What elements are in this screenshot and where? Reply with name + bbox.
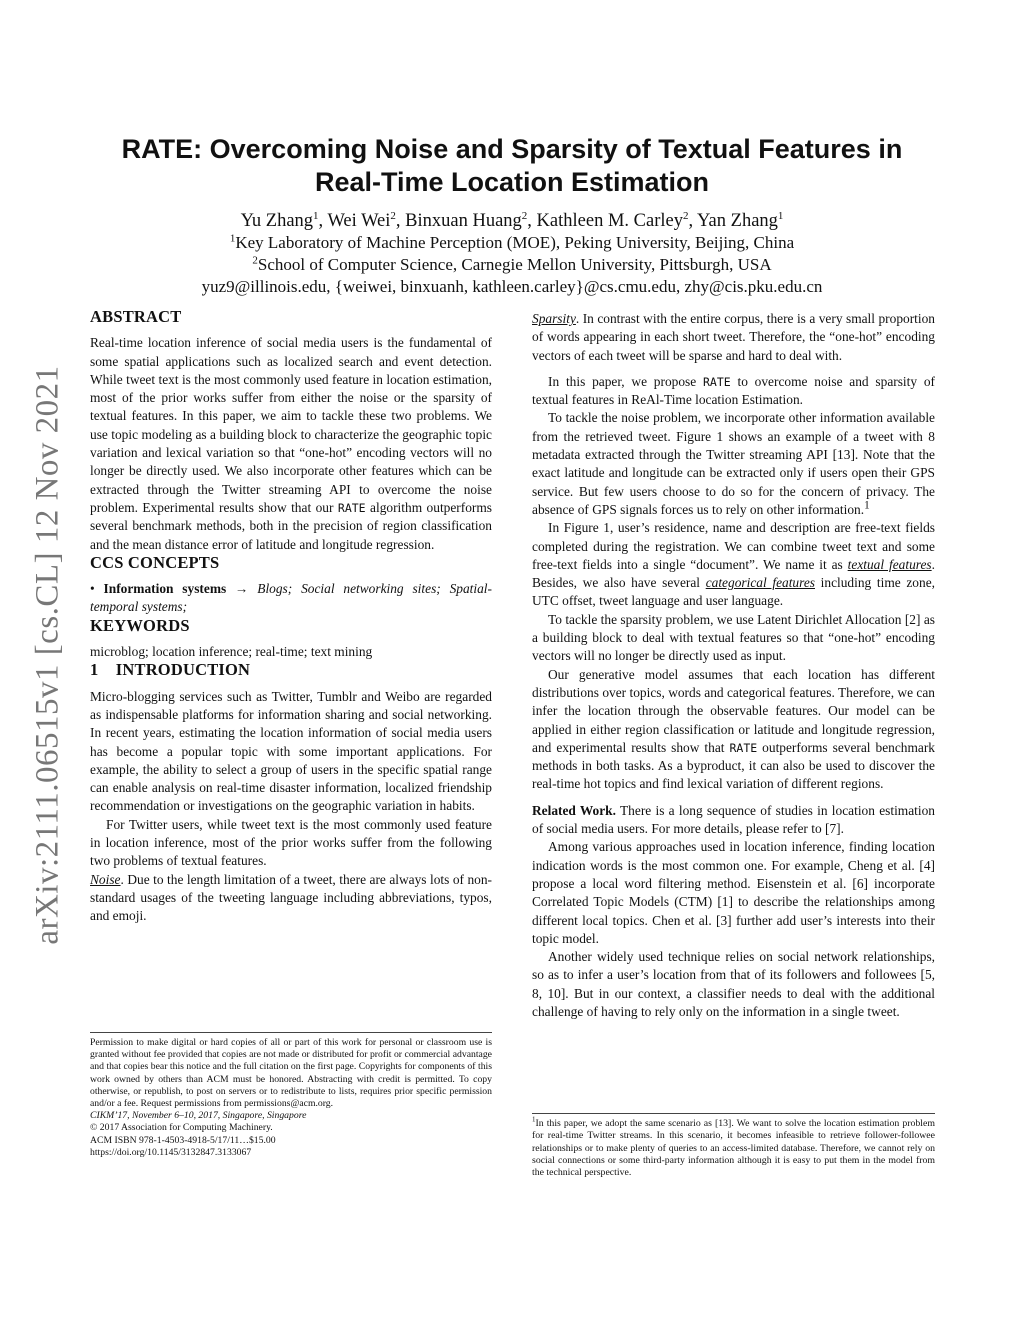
- text-part: including time zone, UTC offset, tweet language and user language.: [532, 575, 935, 609]
- related-work-text: There is a long sequence of studies in location estimation of social media users. For more details, please refer to [7].: [532, 802, 935, 837]
- author-name: Wei Wei: [327, 211, 391, 231]
- rate-name: RATE: [702, 374, 731, 389]
- introduction-heading: 1 INTRODUCTION: [90, 660, 251, 680]
- affiliation-mark: 1: [229, 232, 236, 245]
- footnote-mark[interactable]: 1: [864, 499, 870, 512]
- keywords-text: microblog; location inference; real-time; text mining: [90, 644, 373, 660]
- sparsity-text: . In contrast with the entire corpus, there is a very small proportion of words appearing in each short tweet. Therefore, the “one-hot” encoding vectors of each tweet will be sparse and hard to deal with.: [532, 311, 935, 363]
- permission-notice: [90, 1032, 492, 1159]
- abstract-text-part: Real-time location inference of social media users is the fundamental of some spatial applications such as localized search and event detection. While tweet text is the most commonly used feature in location estimation, most of the prior works suffer from either the noise or the sparsity of textual features. In this paper, we aim to tackle these two problems. We use topic modeling as a building block to characterize the geographic topic variation and lexical variation so that “one-hot” encoding vectors will no longer be directly used. We also incorporate other features which can be extracted through the Twitter streaming API to overcome the noise problem. Experimental results show that our: [90, 335, 492, 515]
- author-name: Yan Zhang: [697, 211, 778, 231]
- rate-name: RATE: [729, 740, 758, 755]
- author-name: Kathleen M. Carley: [536, 211, 683, 231]
- author-names: Yu Zhang$^1$, Wei Wei$^2$, Binxuan Huang$^2$, Kathleen M. Carley$^2$, Yan Zhang$^1$: [240, 209, 784, 231]
- sparsity-label: Sparsity: [532, 311, 576, 326]
- abstract-text: [90, 334, 492, 554]
- intro-paragraph: Another widely used technique relies on social network relationships, so as to infer a user’s location from that of its followers and followees [5, 8, 10]. But in our context, a classifier needs to deal with the additional challenge of having to rely only on the information in a single tweet.: [532, 949, 935, 1019]
- intro-paragraph: [532, 519, 935, 610]
- paper-title: [90, 133, 934, 199]
- arxiv-identifier: arXiv:2111.06515v1 [cs.CL] 12 Nov 2021: [29, 365, 66, 945]
- intro-paragraph: Micro-blogging services such as Twitter, Tumblr and Weibo are regarded as indispensable platforms for information sharing and social networking. In recent years, estimating the location information of social media users has become a popular topic with some important applications. For example, the ability to select a group of users in the specific spatial range can enable analysis on real-time disaster information, localized friendship recommendation or investigations on the geographic variation in habits.: [90, 688, 492, 814]
- affiliation-mark: 1: [313, 209, 319, 222]
- intro-paragraph: For Twitter users, while tweet text is the most commonly used feature in location inference, most of the prior works suffer from the following two problems of textual features.: [90, 816, 492, 869]
- text-part: . Besides, we also have several: [532, 556, 935, 591]
- text-part: To tackle the noise problem, we incorporate other information available from the retrieved tweet. Figure 1 shows an example of a tweet with 8 metadata extracted through the Twitter streaming API [13]. Note that the exact latitude and longitude can be extracted only if users open their GPS service. But few users choose to do so for the concern of privacy. The absence of GPS signals forces us to rely on other information.: [532, 410, 935, 517]
- abstract-text-part: algorithm outperforms several benchmark methods, both in the precision of region classification and the mean distance error of latitude and longitude regression.: [90, 499, 492, 552]
- bullet: •: [90, 581, 104, 597]
- ccs-items: Blogs; Social networking sites; Spatial-temporal systems;: [90, 581, 492, 615]
- permission-text: Permission to make digital or hard copies of all or part of this work for personal or classroom use is granted without fee provided that copies are not made or distributed for profit or commercial advantage and that copies bear this notice and the full citation on the first page. Copyrights for components of this work owned by others than ACM must be honored. Abstracting with credit is permitted. To copy otherwise, or republish, to post on servers or to redistribute to lists, requires prior specific permission and/or a fee. Request permissions from permissions@acm.org.: [90, 1037, 492, 1110]
- title-line-2: Real-Time Location Estimation: [314, 167, 710, 197]
- ccs-category: Information systems: [103, 581, 227, 597]
- affiliation-mark: 1: [777, 209, 784, 222]
- affiliation-text: School of Computer Science, Carnegie Mellon University, Pittsburgh, USA: [257, 255, 772, 274]
- noise-paragraph: [90, 871, 492, 926]
- footnote-body: In this paper, we adopt the same scenario as [13]. We want to solve the location estimation problem for real-time Twitter streams. In this scenario, it becomes infeasible to retrieve follower-followee relationships or to make plenty of queries to an access-limited database. Therefore, we cannot rely on social connections or some third-party information although it is easy to put them in the model from the technical perspective.: [532, 1118, 935, 1179]
- footnote: [532, 1113, 935, 1179]
- arrow: →: [226, 581, 258, 597]
- affiliation-mark: 2: [252, 254, 258, 267]
- sparsity-paragraph: [532, 310, 935, 365]
- intro-paragraph: Among various approaches used in location inference, finding location indication words is the most common one. For example, Cheng et al. [4] propose a local word filtering method. Eisenstein et al. [6] incorporate Correlated Topic Models (CTM) [1] to describe the relationships among different local topics. Chen et al. [3] further add user’s interests into their topic model.: [532, 839, 935, 946]
- isbn-line: ACM ISBN 978-1-4503-4918-5/17/11…$15.00: [90, 1134, 276, 1146]
- intro-paragraph: [532, 409, 935, 519]
- intro-paragraph: [532, 373, 935, 410]
- left-column: [90, 308, 492, 926]
- doi-link[interactable]: https://doi.org/10.1145/3132847.3133067: [90, 1146, 252, 1158]
- ccs-heading: CCS CONCEPTS: [90, 552, 220, 572]
- conference-info: CIKM’17, November 6–10, 2017, Singapore, Singapore: [90, 1110, 307, 1122]
- affiliation-text: Key Laboratory of Machine Perception (MOE), Peking University, Beijing, China: [235, 233, 795, 252]
- affiliation-mark: 2: [682, 209, 689, 222]
- author-name: Binxuan Huang: [405, 211, 522, 231]
- title-line-1: RATE: Overcoming Noise and Sparsity of Textual Features in: [121, 134, 903, 164]
- affiliation-2: [90, 254, 934, 276]
- noise-text: . Due to the length limitation of a tweet, there are always lots of non-standard usages of the tweeting language including abbreviations, typos, and emoji.: [90, 871, 492, 924]
- related-work-paragraph: [532, 802, 935, 839]
- text-part: In this paper, we propose: [548, 373, 703, 389]
- affiliation-mark: 2: [521, 209, 528, 222]
- footnote-mark: 1: [532, 1115, 536, 1124]
- author-name: Yu Zhang: [240, 211, 314, 231]
- footnote-text: [532, 1115, 935, 1179]
- text-part: to overcome noise and sparsity of textual features in ReAl-Time location Estimation.: [532, 373, 936, 408]
- abstract-heading: ABSTRACT: [90, 307, 182, 326]
- rate-name: RATE: [337, 500, 366, 515]
- text-part: outperforms several benchmark methods in both tasks. As a byproduct, it can also be used to discover the real-time hot topics and find lexical variation of different regions.: [532, 739, 935, 792]
- text-part: Our generative model assumes that each location has different distributions over topics, words and categorical features. Therefore, we can infer the location through the observable features. Our model can be applied in either region classification or latitude and longitude regression, and experimental results show that: [532, 666, 935, 755]
- affiliation-mark: 2: [390, 209, 396, 222]
- textual-features-term: textual features: [847, 556, 932, 572]
- related-work-label: Related Work.: [532, 802, 616, 818]
- author-emails: yuz9@illinois.edu, {weiwei, binxuanh, kathleen.carley}@cs.cmu.edu, zhy@cis.pku.edu.cn: [201, 277, 823, 296]
- author-block: [90, 210, 934, 298]
- ccs-concepts: [90, 580, 492, 617]
- noise-label: Noise: [90, 871, 121, 887]
- intro-paragraph: To tackle the sparsity problem, we use Latent Dirichlet Allocation [2] as a building block to deal with textual features so that “one-hot” encoding vectors will no longer be directly used as input.: [532, 611, 935, 664]
- text-part: In Figure 1, user’s residence, name and description are free-text fields completed during the registration. We can combine tweet text and some free-text fields into a single “document”. We name it as: [532, 520, 935, 572]
- affiliation-1: [90, 232, 934, 254]
- keywords-heading: KEYWORDS: [90, 615, 190, 635]
- right-column: [532, 310, 935, 1021]
- arxiv-sidebar-stamp: [18, 350, 78, 960]
- copyright-line: © 2017 Association for Computing Machinery.: [90, 1122, 273, 1134]
- categorical-features-term: categorical features: [705, 575, 815, 591]
- intro-paragraph: [532, 666, 935, 794]
